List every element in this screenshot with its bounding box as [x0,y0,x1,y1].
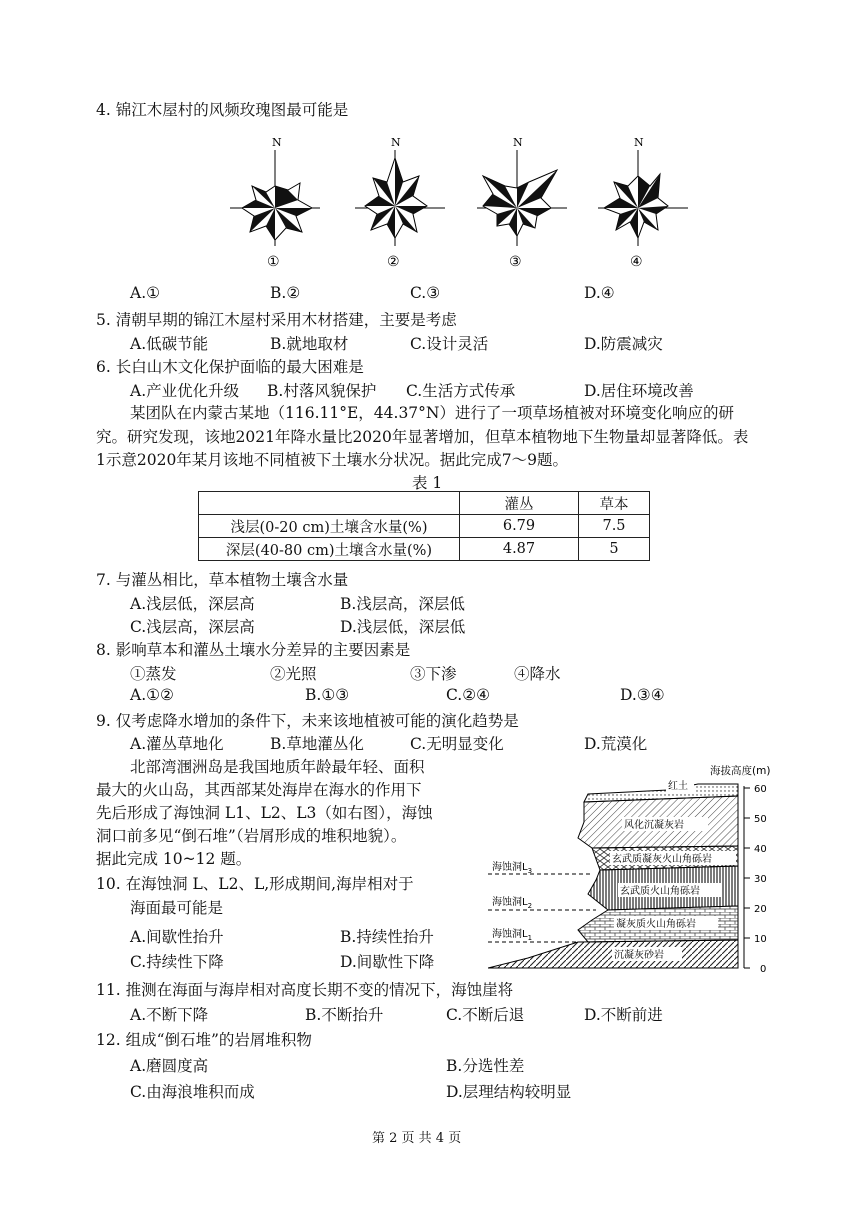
passage-weizhou-line-3: 先后形成了海蚀洞 L1、L2、L3（如右图），海蚀 [96,804,433,822]
q4-option-b[interactable]: B.② [270,284,301,302]
q5-option-a[interactable]: A.低碳节能 [130,335,209,353]
q8-item-1: ①蒸发 [130,665,177,683]
q9-option-d[interactable]: D.荒漠化 [584,735,648,753]
q8-item-2: ②光照 [270,665,317,683]
rose-label-1: ① [267,254,280,270]
header-herb: 草本 [579,492,650,515]
q7-option-a[interactable]: A.浅层低，深层高 [130,595,255,613]
rose-label-3: ③ [509,254,522,270]
q7-stem: 7. 与灌丛相比，草本植物土壤含水量 [96,571,349,589]
wind-rose-3 [477,136,587,276]
passage-weizhou-line-5: 据此完成 10~12 题。 [96,850,252,868]
header-shrub: 灌丛 [460,492,579,515]
q7-option-d[interactable]: D.浅层低，深层低 [340,618,466,636]
table-caption: 表 1 [412,474,443,492]
layer-basaltic-breccia: 玄武质火山角砾岩 [620,886,700,897]
q9-option-a[interactable]: A.灌丛草地化 [130,735,224,753]
layer-sandstone: 沉凝灰砂岩 [614,950,664,961]
q10-option-b[interactable]: B.持续性抬升 [340,928,434,946]
rose-label-2: ② [387,254,400,270]
q12-option-a[interactable]: A.磨圆度高 [130,1057,209,1075]
q8-item-4: ④降水 [514,665,561,683]
q6-option-c[interactable]: C.生活方式传承 [406,382,516,400]
rose-label-4: ④ [630,254,643,270]
axis-title: 海拔高度(m) [710,765,771,777]
q11-stem: 11. 推测在海面与海岸相对高度长期不变的情况下，海蚀崖将 [96,981,514,999]
q5-stem: 5. 清朝早期的锦江木屋村采用木材搭建，主要是考虑 [96,311,457,329]
passage-weizhou-line-2: 最大的火山岛，其西部某处海岸在海水的作用下 [96,781,422,799]
q12-option-b[interactable]: B.分选性差 [446,1057,525,1075]
q12-option-d[interactable]: D.层理结构较明显 [446,1083,572,1101]
cave-l3-label: 海蚀洞$L_3$ [492,862,533,875]
svg-text:60: 60 [754,784,767,795]
svg-text:N: N [391,136,401,149]
cave-l2-label: 海蚀洞$L_2$ [492,897,533,910]
q11-option-b[interactable]: B.不断抬升 [305,1006,384,1024]
q11-option-a[interactable]: A.不断下降 [130,1006,209,1024]
svg-text:50: 50 [754,814,767,825]
q8-option-a[interactable]: A.①② [130,686,174,704]
q4-stem: 4. 锦江木屋村的风频玫瑰图最可能是 [96,101,349,119]
q5-option-b[interactable]: B.就地取材 [270,335,349,353]
row-label-shallow: 浅层(0-20 cm)土壤含水量(%) [199,515,460,538]
layer-red-soil: 红土 [668,781,688,792]
q6-option-a[interactable]: A.产业优化升级 [130,382,240,400]
q8-option-b[interactable]: B.①③ [305,686,350,704]
sea-cave-figure [488,762,788,974]
q10-option-d[interactable]: D.间歇性下降 [340,953,435,971]
layer-weathered-tuff: 风化沉凝灰岩 [624,820,684,831]
q10-stem-line-1: 10. 在海蚀洞 L、L2、L,形成期间,海岸相对于 [96,875,414,893]
svg-text:20: 20 [754,904,767,915]
wind-rose-4 [598,136,708,276]
layer-tuffaceous-breccia: 凝灰质火山角砾岩 [616,919,696,930]
q8-option-c[interactable]: C.②④ [446,686,491,704]
q8-option-d[interactable]: D.③④ [620,686,665,704]
q9-stem: 9. 仅考虑降水增加的条件下，未来该地植被可能的演化趋势是 [96,712,519,730]
q12-option-c[interactable]: C.由海浪堆积而成 [130,1083,255,1101]
layer-basaltic-tuff-breccia: 玄武质凝灰火山角砾岩 [612,854,712,865]
passage-grassland: 某团队在内蒙古某地（116.11°E，44.37°N）进行了一项草场植被对环境变化响应的研究。研究发现，该地2021年降水量比2020年显著增加，但草本植物地下生物量却显著降低。表1示意2020年某月该地不同植被下土壤水分状况。据此完成7～9题。 [96,404,749,469]
q10-option-a[interactable]: A.间歇性抬升 [130,928,224,946]
wind-rose-2 [355,136,465,276]
q6-option-d[interactable]: D.居住环境改善 [584,382,694,400]
q10-stem-line-2: 海面最可能是 [130,899,224,917]
q8-stem: 8. 影响草本和灌丛土壤水分差异的主要因素是 [96,641,411,659]
svg-text:30: 30 [754,874,767,885]
q7-option-b[interactable]: B.浅层高，深层低 [340,595,465,613]
svg-text:10: 10 [754,934,767,945]
svg-text:N: N [634,136,644,149]
q4-option-a[interactable]: A.① [130,284,161,302]
q8-item-3: ③下渗 [410,665,457,683]
q9-option-c[interactable]: C.无明显变化 [410,735,504,753]
passage-weizhou-line-1: 北部湾涠洲岛是我国地质年龄最年轻、面积 [130,758,425,776]
svg-text:0: 0 [760,964,767,974]
q10-option-c[interactable]: C.持续性下降 [130,953,224,971]
svg-text:40: 40 [754,844,767,855]
wind-rose-1 [230,136,340,276]
row-label-deep: 深层(40-80 cm)土壤含水量(%) [199,538,460,561]
q4-option-c[interactable]: C.③ [410,284,441,302]
q11-option-d[interactable]: D.不断前进 [584,1006,663,1024]
passage-weizhou-line-4: 洞口前多见“倒石堆”（岩屑形成的堆积地貌）。 [96,827,407,845]
north-label: N [272,136,282,149]
page-footer: 第 2 页 共 4 页 [372,1131,462,1146]
q5-option-c[interactable]: C.设计灵活 [410,335,489,353]
svg-text:N: N [513,136,523,149]
q12-stem: 12. 组成“倒石堆”的岩屑堆积物 [96,1031,312,1049]
q7-option-c[interactable]: C.浅层高，深层高 [130,618,255,636]
soil-moisture-table: 灌丛 草本 浅层(0-20 cm)土壤含水量(%) 6.79 7.5 深层(40-80 cm)土壤含水量(%) 4.87 5 [198,491,650,561]
q11-option-c[interactable]: C.不断后退 [446,1006,525,1024]
q4-option-d[interactable]: D.④ [584,284,615,302]
q6-stem: 6. 长白山木文化保护面临的最大困难是 [96,358,364,376]
q6-option-b[interactable]: B.村落风貌保护 [267,382,377,400]
q5-option-d[interactable]: D.防震减灾 [584,335,663,353]
cave-l1-label: 海蚀洞$L_1$ [492,929,533,942]
q9-option-b[interactable]: B.草地灌丛化 [270,735,364,753]
